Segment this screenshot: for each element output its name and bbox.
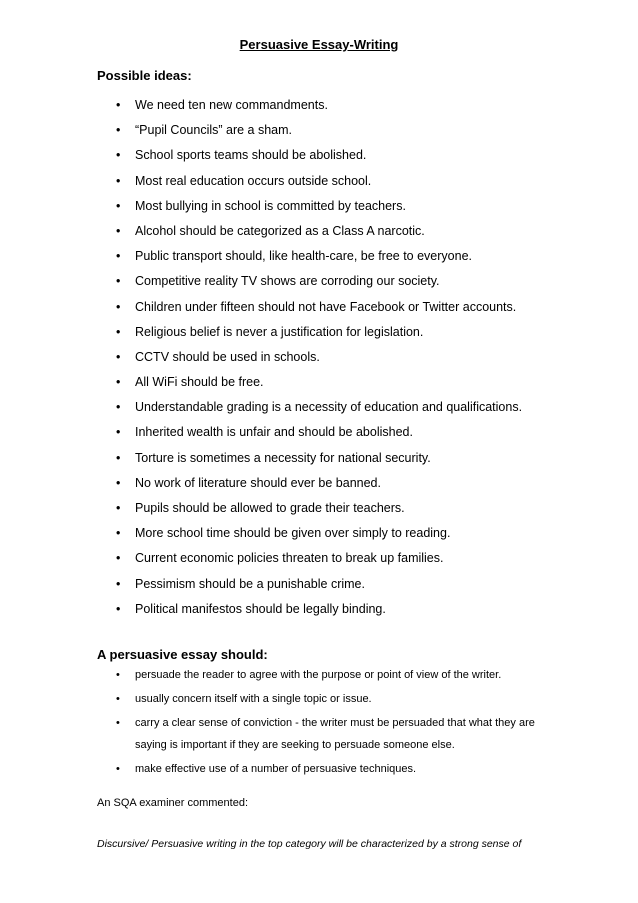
idea-text: “Pupil Councils” are a sham. [135,123,293,138]
idea-text: Political manifestos should be legally binding. [135,601,386,616]
idea-text: Torture is sometimes a necessity for national security. [135,450,431,465]
idea-text: Most real education occurs outside school. [135,173,372,188]
bullet-icon: • [116,501,121,515]
list-item [97,323,522,348]
idea-text: No work of literature should ever be banned. [135,475,381,490]
idea-text: Public transport should, like health-care, be free to everyone. [135,249,472,264]
bullet-icon: • [116,324,121,339]
bullet-icon: • [116,763,120,775]
idea-text: More school time should be given over simply to reading. [135,526,451,541]
essay-point-text: persuade the reader to agree with the purpose or point of view of the writer. [135,669,502,681]
bullet-icon: • [116,601,121,616]
examiner-comment-intro: An SQA examiner commented: [97,797,249,809]
list-item [97,474,522,499]
idea-text: CCTV should be used in schools. [135,349,320,364]
idea-text: We need ten new commandments. [135,98,328,112]
examiner-quote: Discursive/ Persuasive writing in the top category will be characterized by a strong sense of [97,838,522,850]
bullet-icon: • [116,274,121,289]
list-item [97,247,522,272]
idea-text: Alcohol should be categorized as a Class A narcotic. [135,223,425,238]
bullet-icon: • [116,400,121,415]
list-item [97,714,535,754]
bullet-icon: • [116,349,121,364]
essay-point-text: carry a clear sense of conviction - the writer must be persuaded that what they are [135,717,535,729]
bullet-icon: • [116,475,121,490]
list-item [97,449,522,474]
essay-heading: A persuasive essay should: [97,647,268,662]
bullet-icon: • [116,223,121,238]
list-item [97,499,522,524]
idea-text: School sports teams should be abolished. [135,148,367,163]
list-item [97,423,522,448]
bullet-icon: • [116,693,120,705]
idea-text: Understandable grading is a necessity of education and qualifications. [135,400,523,415]
idea-text: Most bullying in school is committed by teachers. [135,198,406,213]
bullet-icon: • [116,98,121,112]
bullet-icon: • [116,425,121,440]
list-item [97,690,535,708]
list-item [97,348,522,373]
list-item [97,272,522,297]
list-item [97,600,522,625]
list-item [97,197,522,222]
list-item [97,172,522,197]
essay-point-text: make effective use of a number of persuasive techniques. [135,763,417,775]
essay-point-text-continued: saying is important if they are seeking to persuade someone else. [135,739,455,751]
bullet-icon: • [116,669,120,681]
bullet-icon: • [116,551,121,566]
list-item [97,524,522,549]
list-item [97,96,522,121]
list-item [97,373,522,398]
bullet-icon: • [116,198,121,213]
list-item [97,146,522,171]
bullet-icon: • [116,526,121,541]
list-item [97,666,535,684]
idea-text: Inherited wealth is unfair and should be abolished. [135,425,413,440]
bullet-icon: • [116,148,121,163]
idea-text: Religious belief is never a justification for legislation. [135,324,424,339]
idea-text: Current economic policies threaten to break up families. [135,551,444,566]
essay-point-text: usually concern itself with a single topic or issue. [135,693,372,705]
idea-text: Pessimism should be a punishable crime. [135,576,365,591]
list-item [97,760,535,778]
bullet-icon: • [116,173,121,188]
bullet-icon: • [116,576,121,591]
list-item [97,575,522,600]
bullet-icon: • [116,450,121,465]
idea-text: Children under fifteen should not have Facebook or Twitter accounts. [135,299,517,314]
bullet-icon: • [116,123,121,138]
idea-text: Pupils should be allowed to grade their teachers. [135,501,405,515]
bullet-icon: • [116,375,121,390]
essay-points-list [97,666,535,784]
bullet-icon: • [116,717,120,729]
list-item [97,222,522,247]
document-title: Persuasive Essay-Writing [239,37,399,52]
bullet-icon: • [116,299,121,314]
ideas-list [97,96,522,625]
bullet-icon: • [116,249,121,264]
list-item [97,298,522,323]
list-item [97,398,522,423]
list-item [97,121,522,146]
ideas-heading: Possible ideas: [97,68,192,83]
idea-text: Competitive reality TV shows are corroding our society. [135,274,440,289]
idea-text: All WiFi should be free. [135,375,264,390]
list-item [97,549,522,574]
